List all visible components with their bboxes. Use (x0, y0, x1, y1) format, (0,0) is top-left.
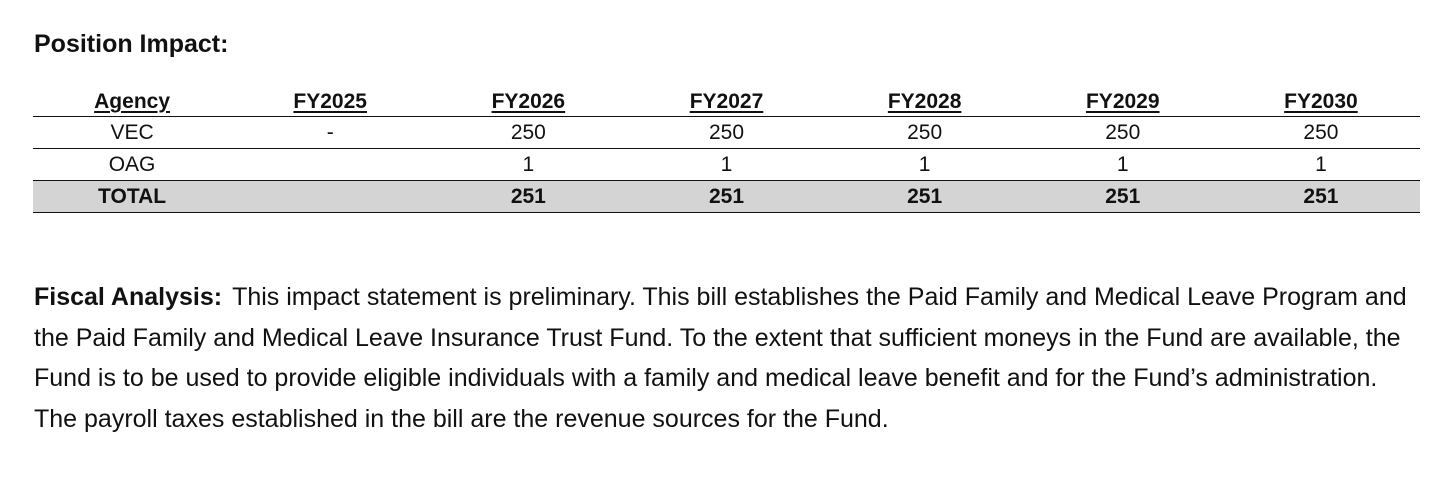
total-cell: 251 (627, 181, 825, 213)
header-fy2026: FY2026 (429, 86, 627, 117)
table-row-vec (33, 117, 1420, 149)
header-fy2028: FY2028 (826, 86, 1024, 117)
table-cell: 1 (1024, 149, 1222, 181)
total-cell: 251 (1024, 181, 1222, 213)
total-cell: 251 (826, 181, 1024, 213)
total-cell: 251 (429, 181, 627, 213)
table-cell: 1 (627, 149, 825, 181)
table-cell: 250 (826, 117, 1024, 149)
fiscal-analysis-label: Fiscal Analysis: (34, 283, 223, 311)
header-fy2029: FY2029 (1024, 86, 1222, 117)
table-cell: - (231, 117, 429, 149)
fiscal-analysis-text: This impact statement is preliminary. This bill establishes the Paid Family and Medical Leave Program and the Paid Family and Medical Leave Insurance Trust Fund. To the extent that sufficient moneys in the Fund are available, the Fund is to be used to provide eligible individuals with a family and medical leave benefit and for the Fund’s administration. The payroll taxes established in the bill are the revenue sources for the Fund. (34, 283, 1407, 433)
header-agency: Agency (33, 86, 231, 117)
table-total-row (33, 181, 1420, 213)
header-fy2030: FY2030 (1222, 86, 1420, 117)
fiscal-analysis-paragraph (34, 277, 1426, 439)
table-cell: 250 (1024, 117, 1222, 149)
table-cell: 250 (1222, 117, 1420, 149)
table-cell: 1 (1222, 149, 1420, 181)
table-cell: OAG (33, 149, 231, 181)
total-cell: 251 (1222, 181, 1420, 213)
table-cell: 1 (826, 149, 1024, 181)
table-cell: VEC (33, 117, 231, 149)
table-cell (231, 149, 429, 181)
table-row-oag (33, 149, 1420, 181)
header-fy2027: FY2027 (627, 86, 825, 117)
total-cell: TOTAL (33, 181, 231, 213)
total-cell (231, 181, 429, 213)
table-cell: 1 (429, 149, 627, 181)
table-cell: 250 (429, 117, 627, 149)
header-fy2025: FY2025 (231, 86, 429, 117)
table-cell: 250 (627, 117, 825, 149)
position-impact-table (33, 86, 1420, 213)
position-impact-heading: Position Impact: (34, 30, 229, 58)
table-header-row (33, 86, 1420, 117)
